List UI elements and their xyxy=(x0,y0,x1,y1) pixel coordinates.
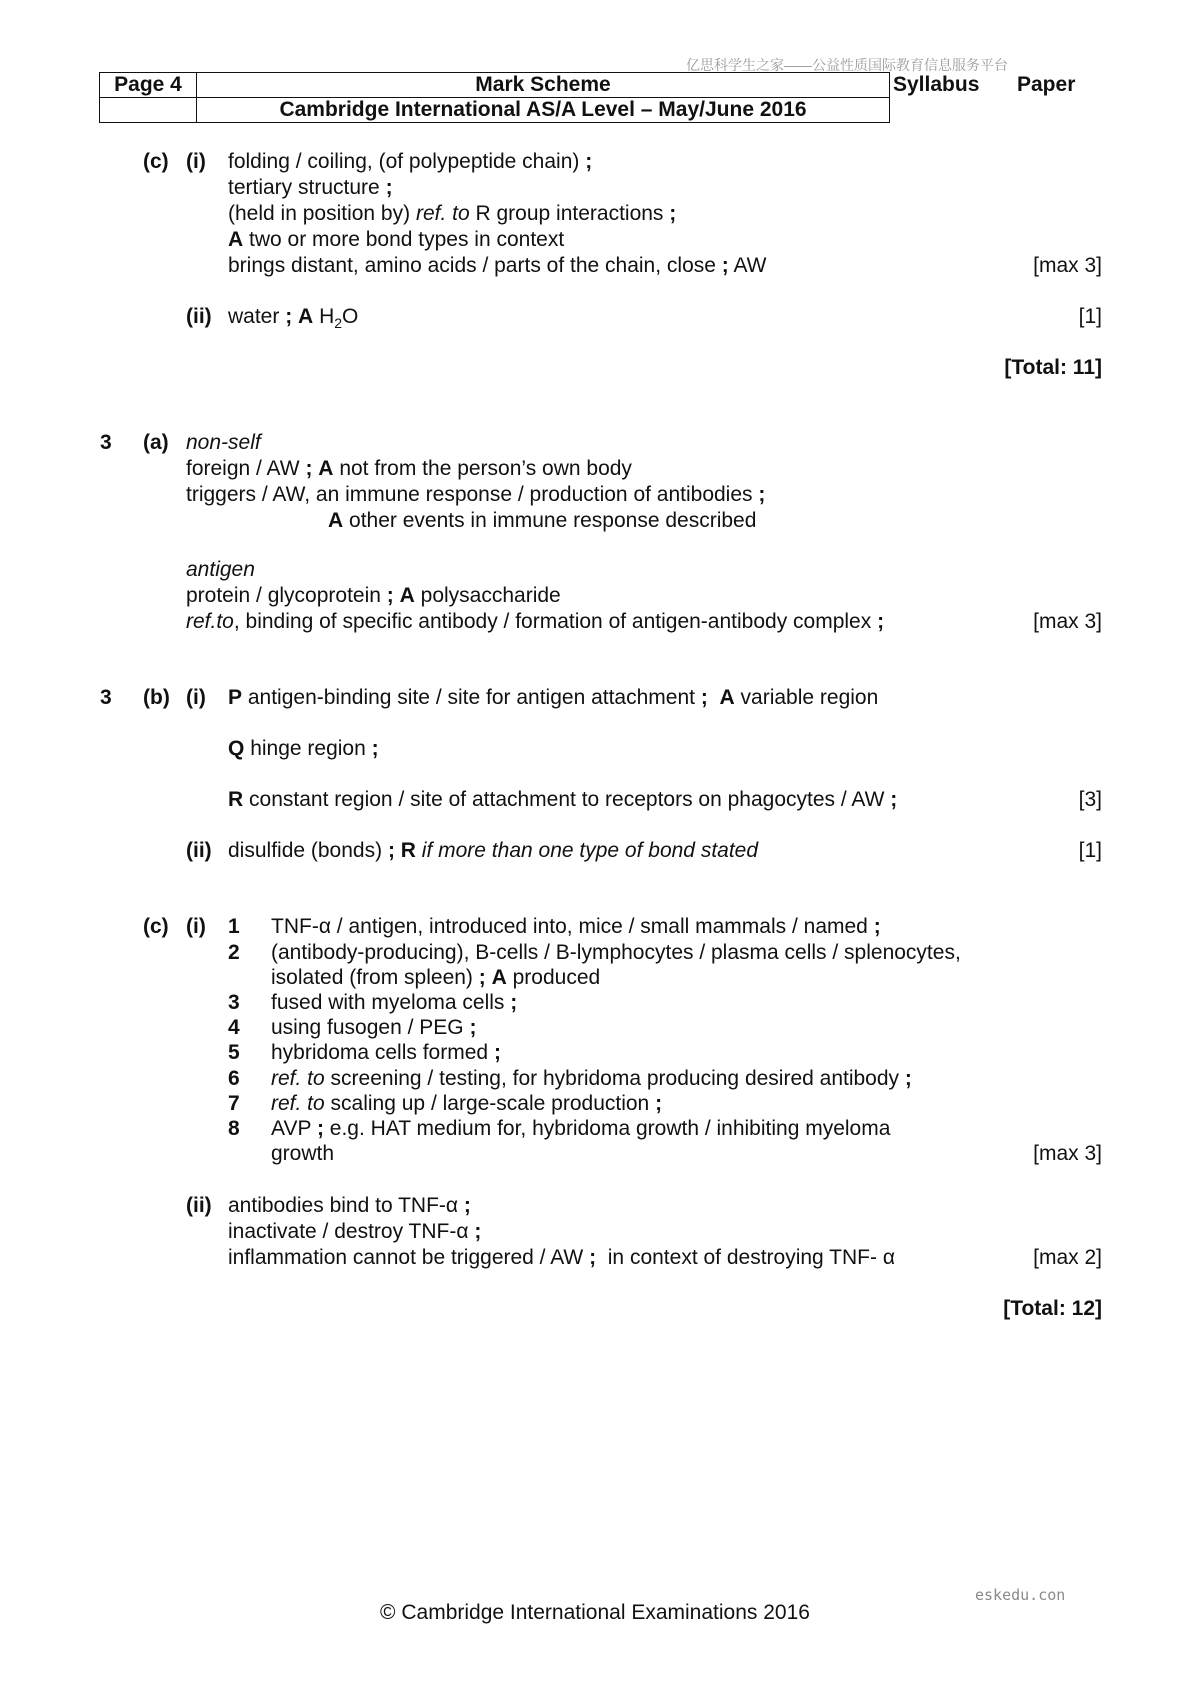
semicolon: ; xyxy=(474,1220,482,1243)
answer-text: inflammation cannot be triggered / AW xyxy=(228,1246,584,1269)
q3b-number: 3 xyxy=(100,686,112,709)
answer-text: tertiary structure xyxy=(228,176,380,199)
ref-to-text: ref. to xyxy=(415,202,470,225)
q3a-line2 xyxy=(186,456,632,482)
q3b-p-line xyxy=(228,685,878,711)
answer-text: water xyxy=(228,305,280,328)
q3c-part-label: (c) xyxy=(143,915,169,938)
label-r: R xyxy=(228,788,244,811)
q3b-part-label: (b) xyxy=(143,686,170,709)
answer-text: brings distant, amino acids / parts of the chain, close xyxy=(228,254,716,277)
semicolon: ; xyxy=(669,202,677,225)
semicolon: ; xyxy=(655,1092,663,1115)
label-q: Q xyxy=(228,737,245,760)
q2c-ii-mark: [1] xyxy=(1078,305,1102,328)
q2c-i-line5 xyxy=(228,253,767,279)
formula-subscript: 2 xyxy=(334,315,343,332)
q3a-line4 xyxy=(328,508,756,534)
semicolon: ; xyxy=(285,305,293,328)
formula-o: O xyxy=(342,305,359,328)
answer-text: inactivate / destroy TNF-α xyxy=(228,1220,469,1243)
q3c-sub-i-label: (i) xyxy=(186,915,206,938)
q3c-sub-ii-label: (ii) xyxy=(186,1194,212,1217)
answer-text: produced xyxy=(512,966,601,989)
q3c-ii-line2 xyxy=(228,1219,481,1245)
q3c-point-2b xyxy=(271,965,600,991)
q3c-point-4 xyxy=(271,1015,476,1041)
semicolon: ; xyxy=(510,991,518,1014)
q2c-i-mark: [max 3] xyxy=(1033,254,1102,277)
answer-text: (held in position by) xyxy=(228,202,411,225)
q3b-ii-line xyxy=(228,838,758,864)
label-p: P xyxy=(228,686,243,709)
watermark-top: 亿思科学生之家——公益性质国际教育信息服务平台 xyxy=(686,57,1008,73)
point-number: 5 xyxy=(228,1041,240,1064)
semicolon: ; xyxy=(371,737,379,760)
accept-marker: A xyxy=(399,584,415,607)
answer-text: polysaccharide xyxy=(420,584,561,607)
answer-text: isolated (from spleen) xyxy=(271,966,473,989)
answer-text: screening / testing, for hybridoma producing desired antibody xyxy=(330,1067,900,1090)
q3c-point-3 xyxy=(271,990,517,1016)
q2c-i-line4 xyxy=(228,227,564,253)
header-blank-cell xyxy=(100,98,197,123)
q3a-line1: non-self xyxy=(186,431,261,454)
q2c-i-line3 xyxy=(228,201,676,227)
q3a-mark: [max 3] xyxy=(1033,610,1102,633)
semicolon: ; xyxy=(463,1194,471,1217)
q2c-sub-ii-label: (ii) xyxy=(186,305,212,328)
semicolon: ; xyxy=(305,457,313,480)
semicolon: ; xyxy=(478,966,486,989)
reject-marker: R xyxy=(400,839,416,862)
accept-marker: A xyxy=(328,509,344,532)
answer-text: other events in immune response described xyxy=(349,509,757,532)
q3c-point-7 xyxy=(271,1091,662,1117)
answer-text: two or more bond types in context xyxy=(249,228,565,251)
accept-marker: A xyxy=(228,228,244,251)
page-number: Page 4 xyxy=(100,73,197,98)
answer-text: triggers / AW, an immune response / production of antibodies xyxy=(186,483,753,506)
q3c-ii-line3 xyxy=(228,1245,895,1271)
point-number: 1 xyxy=(228,915,240,938)
q3a-line7 xyxy=(186,609,884,635)
q3a-line6 xyxy=(186,583,561,609)
answer-text: not from the person’s own body xyxy=(339,457,632,480)
answer-text: scaling up / large-scale production xyxy=(330,1092,650,1115)
accept-marker: A xyxy=(491,966,507,989)
point-number: 2 xyxy=(228,941,240,964)
answer-text: antibodies bind to TNF-α xyxy=(228,1194,459,1217)
q3b-q-line xyxy=(228,736,379,762)
semicolon: ; xyxy=(873,915,881,938)
answer-text: e.g. HAT medium for, hybridoma growth / inhibiting myeloma xyxy=(329,1117,891,1140)
q3b-r-line xyxy=(228,787,897,813)
semicolon: ; xyxy=(890,788,898,811)
q3c-ii-mark: [max 2] xyxy=(1033,1246,1102,1269)
formula-h: H xyxy=(319,305,335,328)
answer-text: antigen-binding site / site for antigen attachment xyxy=(247,686,695,709)
answer-text: constant region / site of attachment to receptors on phagocytes / AW xyxy=(249,788,885,811)
header-title: Mark Scheme xyxy=(197,73,890,98)
semicolon: ; xyxy=(585,150,593,173)
q3c-i-mark: [max 3] xyxy=(1033,1142,1102,1165)
q2c-sub-i-label: (i) xyxy=(186,150,206,173)
q3c-point-5 xyxy=(271,1040,501,1066)
answer-text: , binding of specific antibody / formation of antigen-antibody complex xyxy=(233,610,872,633)
accept-marker: A xyxy=(298,305,314,328)
q2c-ii-line xyxy=(228,304,358,336)
header-table xyxy=(99,72,890,123)
point-number: 4 xyxy=(228,1016,240,1039)
q3c-point-1 xyxy=(271,914,881,940)
reject-text: if more than one type of bond stated xyxy=(421,839,759,862)
q3a-line5: antigen xyxy=(186,558,255,581)
semicolon: ; xyxy=(387,839,395,862)
q3b-sub-ii-label: (ii) xyxy=(186,839,212,862)
semicolon: ; xyxy=(877,610,885,633)
q3c-point-8 xyxy=(271,1116,890,1142)
answer-text: R group interactions xyxy=(475,202,664,225)
header-paper: Paper xyxy=(1017,73,1076,96)
aw-text: AW xyxy=(733,254,767,277)
answer-text: folding / coiling, (of polypeptide chain) xyxy=(228,150,580,173)
q3b-sub-i-label: (i) xyxy=(186,686,206,709)
header-subtitle: Cambridge International AS/A Level – May/June 2016 xyxy=(197,98,890,123)
ref-to-text: ref. to xyxy=(271,1092,325,1115)
point-number: 6 xyxy=(228,1067,240,1090)
q3b-i-mark: [3] xyxy=(1078,788,1102,811)
answer-text: hinge region xyxy=(250,737,366,760)
q3a-line3 xyxy=(186,482,765,508)
answer-text: protein / glycoprotein xyxy=(186,584,381,607)
watermark-bottom: eskedu.con xyxy=(975,1586,1066,1604)
q2c-part-label: (c) xyxy=(143,150,169,173)
point-number: 7 xyxy=(228,1092,240,1115)
ref-to-text: ref.to xyxy=(186,610,234,633)
answer-text: in context of destroying TNF- α xyxy=(607,1246,895,1269)
header-syllabus: Syllabus xyxy=(893,73,980,96)
answer-text: using fusogen / PEG xyxy=(271,1016,464,1039)
semicolon: ; xyxy=(316,1117,324,1140)
answer-text: variable region xyxy=(740,686,879,709)
semicolon: ; xyxy=(589,1246,597,1269)
semicolon: ; xyxy=(469,1016,477,1039)
q3a-part-label: (a) xyxy=(143,431,169,454)
answer-text: foreign / AW xyxy=(186,457,300,480)
q2c-i-line1 xyxy=(228,149,592,175)
q3a-number: 3 xyxy=(100,431,112,454)
semicolon: ; xyxy=(721,254,729,277)
semicolon: ; xyxy=(493,1041,501,1064)
semicolon: ; xyxy=(700,686,708,709)
answer-text: TNF-α / antigen, introduced into, mice / small mammals / named xyxy=(271,915,868,938)
answer-text: disulfide (bonds) xyxy=(228,839,383,862)
answer-text: fused with myeloma cells xyxy=(271,991,505,1014)
answer-text: AVP xyxy=(271,1117,312,1140)
ref-to-text: ref. to xyxy=(271,1067,325,1090)
q3c-point-2a: (antibody-producing), B-cells / B-lymphocytes / plasma cells / splenocytes, xyxy=(271,941,961,964)
semicolon: ; xyxy=(904,1067,912,1090)
accept-marker: A xyxy=(318,457,334,480)
q3b-ii-mark: [1] xyxy=(1078,839,1102,862)
accept-marker: A xyxy=(719,686,735,709)
q3-total: [Total: 12] xyxy=(1003,1297,1102,1320)
q3c-point-6 xyxy=(271,1066,912,1092)
q2c-i-line2 xyxy=(228,175,393,201)
semicolon: ; xyxy=(758,483,766,506)
q2-total: [Total: 11] xyxy=(1004,356,1102,379)
semicolon: ; xyxy=(386,584,394,607)
point-number: 8 xyxy=(228,1117,240,1140)
page-footer: © Cambridge International Examinations 2016 xyxy=(380,1601,810,1624)
point-number: 3 xyxy=(228,991,240,1014)
semicolon: ; xyxy=(385,176,393,199)
q3c-point-8-cont: growth xyxy=(271,1142,335,1165)
q3c-ii-line1 xyxy=(228,1193,471,1219)
answer-text: hybridoma cells formed xyxy=(271,1041,489,1064)
